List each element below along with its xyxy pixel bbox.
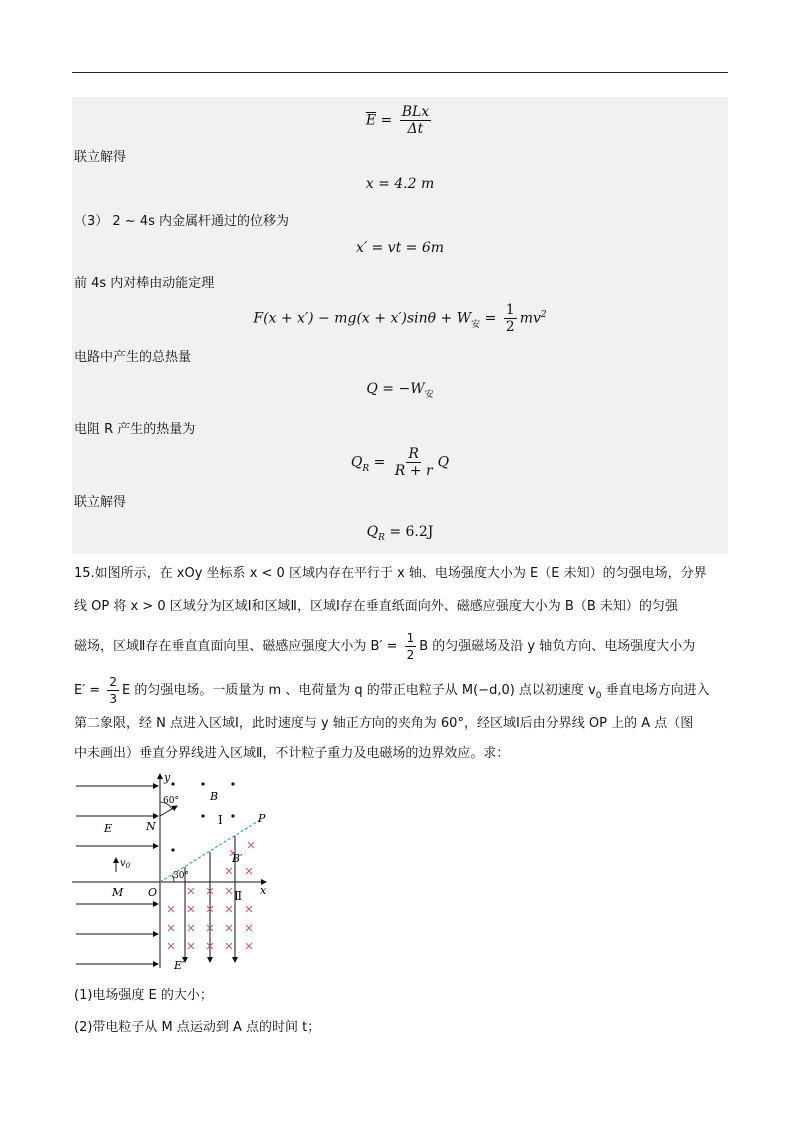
label-Bprime: B′ — [232, 852, 243, 865]
question-2: (2)带电粒子从 M 点运动到 A 点的时间 t； — [74, 1020, 321, 1035]
label-Eprime: E′ — [174, 959, 185, 972]
problem-line-5: 第二象限，经 N 点进入区域Ⅰ，此时速度与 y 轴正方向的夹角为 60°，经区域Ⅰ后由分界线 OP 上的 A 点（图 — [74, 716, 694, 731]
text-solve-2: 联立解得 — [74, 495, 127, 510]
text-energy-theorem: 前 4s 内对棒由动能定理 — [74, 276, 215, 291]
label-region-II: Ⅱ — [234, 889, 243, 903]
label-M: M — [112, 886, 124, 899]
label-x: x — [260, 884, 267, 897]
label-v0: $v_0$ — [120, 858, 131, 870]
eq-x: x = 4.2 m — [365, 176, 435, 192]
label-N: N — [146, 820, 156, 833]
text-R-heat: 电阻 R 产生的热量为 — [74, 422, 196, 437]
header-rule — [72, 72, 728, 73]
label-region-I: Ⅰ — [218, 813, 223, 827]
problem-line-6: 中未画出）垂直分界线进入区域Ⅱ，不计粒子重力及电磁场的边界效应。求： — [74, 746, 510, 761]
problem-line-1: 15.如图所示，在 xOy 坐标系 x < 0 区域内存在平行于 x 轴、电场强度大小为 E（E 未知）的匀强电场，分界 — [74, 566, 707, 581]
electric-field-lines-left — [76, 786, 158, 964]
text-solve-1: 联立解得 — [74, 150, 127, 165]
question-1: (1)电场强度 E 的大小； — [74, 988, 213, 1003]
velocity-at-N — [160, 806, 177, 816]
eq-QR: $Q_R$ = $\frac{R}{R + r}$ Q — [350, 446, 450, 479]
text-part3: （3） 2 ~ 4s 内金属杆通过的位移为 — [74, 214, 290, 229]
field-diagram — [70, 770, 280, 975]
eq-xprime: x′ = vt = 6m — [355, 240, 445, 256]
eq-Q: $Q = -W_安$ — [366, 381, 434, 400]
eq-average-emf: $\overline{E}$ = $\frac{\text{BLx}}{\Delta t}$ — [365, 104, 430, 137]
electric-field-lines-region-II — [185, 836, 235, 962]
eq-energy: $F(x + x') - mg(x + x')\sin\theta + W_安$ = $\frac{1}{2}$ $mv^2$ — [253, 302, 547, 335]
label-B: B — [210, 790, 219, 803]
label-y: y — [164, 771, 171, 784]
label-30-deg: 30° — [173, 871, 189, 881]
problem-line-4: E′ = $\frac{2}{3}$ E 的匀强电场。一质量为 m 、电荷量为 q 的带正电粒子从 M(−d,0) 点以初速度 $v_0$ 垂直电场方向进入 — [74, 675, 710, 706]
text-total-heat: 电路中产生的总热量 — [74, 350, 192, 365]
problem-line-2: 线 OP 将 x > 0 区域分为区域Ⅰ和区域Ⅱ，区域Ⅰ存在垂直纸面向外、磁感应强度大小为 B（B 未知）的匀强 — [74, 599, 678, 614]
label-O: O — [148, 886, 158, 899]
label-60-deg: 60° — [163, 796, 179, 806]
eq-QR-value: $Q_R = 6.2J$ — [366, 524, 434, 543]
label-E: E — [104, 822, 113, 835]
label-P: P — [258, 812, 266, 825]
problem-line-3: 磁场，区域Ⅱ存在垂直直面向里、磁感应强度大小为 B′ = $\frac{1}{2}$ B 的匀强磁场及沿 y 轴负方向、电场强度大小为 — [74, 631, 696, 662]
